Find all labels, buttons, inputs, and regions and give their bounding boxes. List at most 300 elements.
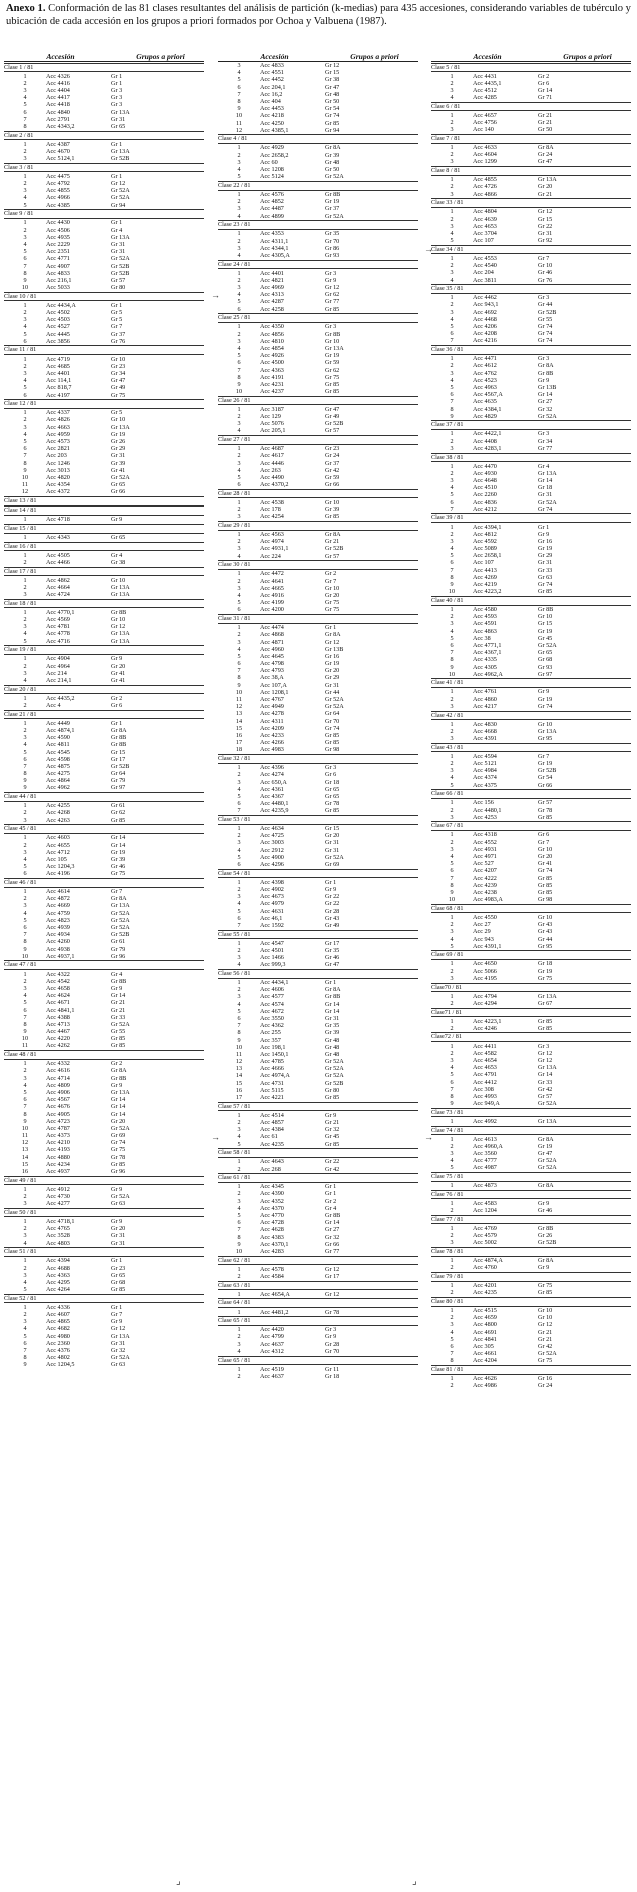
group-a-priori: Gr 8A (325, 144, 341, 152)
group-a-priori: Gr 85 (111, 816, 126, 824)
table-row (218, 452, 418, 459)
accession-id: Acc 4361 (260, 785, 284, 793)
group-a-priori: Gr 12 (111, 1325, 126, 1333)
row-number: 1 (237, 323, 241, 331)
row-number: 10 (448, 588, 456, 596)
accession-id: Acc 4283 (260, 1247, 284, 1255)
group-a-priori: Gr 19 (538, 695, 553, 703)
group-a-priori: Gr 26 (111, 438, 126, 446)
row-number: 10 (235, 1043, 243, 1051)
group-a-priori: Gr 75 (111, 1146, 126, 1154)
table-row (4, 895, 204, 902)
row-number: 2 (23, 1193, 27, 1200)
table-row (431, 362, 631, 369)
group-a-priori: Gr 75 (111, 391, 126, 399)
clase-header: Clase 34 / 81 (431, 245, 631, 255)
accession-id: Acc 4866 (473, 190, 497, 198)
group-a-priori: Gr 62 (325, 366, 340, 374)
group-a-priori: Gr 13A (111, 630, 130, 638)
row-number: 6 (450, 330, 454, 338)
accession-id: Acc 4367 (260, 792, 284, 800)
table-row (4, 559, 204, 566)
group-a-priori: Gr 52A (538, 412, 557, 420)
group-a-priori: Gr 9 (538, 1199, 550, 1207)
group-a-priori: Gr 52A (111, 924, 130, 932)
row-number: 2 (23, 616, 27, 624)
accession-id: Acc 4376 (46, 1346, 70, 1354)
clase-header: Clase 25 / 81 (218, 313, 418, 323)
group-a-priori: Gr 13A (111, 637, 130, 645)
group-a-priori: Gr 8B (538, 1224, 554, 1232)
group-a-priori: Gr 52A (325, 1058, 344, 1066)
row-number: 2 (23, 147, 27, 155)
group-a-priori: Gr 34 (111, 369, 126, 377)
group-a-priori: Gr 41 (111, 669, 126, 677)
group-a-priori: Gr 52A (325, 853, 344, 861)
accession-id: Acc 4512 (473, 86, 497, 94)
accession-id: Acc 4204 (473, 1357, 497, 1365)
group-a-priori: Gr 75 (538, 974, 553, 982)
clase-header: Clase70 / 81 (431, 983, 631, 993)
table-row (4, 1311, 204, 1318)
row-number: 1 (237, 939, 241, 947)
row-number: 5 (450, 1071, 454, 1079)
row-number: 18 (235, 746, 243, 754)
row-number: 1 (237, 445, 241, 453)
group-a-priori: Gr 95 (538, 735, 553, 742)
row-number: 4 (450, 774, 454, 782)
group-a-priori: Gr 52B (538, 1239, 557, 1247)
accession-id: Acc 4993 (473, 1092, 497, 1100)
table-row (4, 817, 204, 824)
table-row (218, 291, 418, 298)
table-row (431, 470, 631, 477)
accession-id: Acc 4200 (260, 606, 284, 614)
row-number: 6 (237, 914, 241, 922)
accession-id: Acc 4577 (260, 993, 284, 1001)
accession-id: Acc 4628 (260, 1226, 284, 1234)
clase-header: Clase 27 / 81 (218, 435, 418, 445)
group-a-priori: Gr 9 (538, 1264, 550, 1272)
row-number: 1 (237, 191, 241, 198)
table-row (431, 230, 631, 237)
table-row (4, 1186, 204, 1193)
accession-id: Acc 4311 (260, 717, 284, 725)
table-row (218, 230, 418, 237)
accession-id: Acc 5066 (473, 967, 497, 975)
accession-id: Acc 60 (260, 158, 278, 166)
header-accesion: Accesión (260, 52, 289, 61)
table-row (431, 1079, 631, 1086)
row-number: 1 (23, 534, 27, 541)
table-row (431, 262, 631, 269)
row-number: 2 (23, 1225, 27, 1233)
group-a-priori: Gr 8B (111, 977, 127, 985)
table-row (431, 87, 631, 94)
table-row (431, 1143, 631, 1150)
row-number: 1 (23, 1217, 27, 1225)
accession-id: Acc 4542 (46, 977, 70, 985)
row-number: 3 (237, 420, 241, 428)
group-a-priori: Gr 22 (325, 1158, 340, 1166)
row-number: 2 (450, 921, 454, 929)
accession-id: Acc 1208 (260, 166, 284, 174)
accession-id: Acc 4934 (46, 931, 70, 939)
clase-header: Clase 16 / 81 (4, 542, 204, 552)
clase-header: Clase 7 / 81 (431, 134, 631, 144)
row-number: 16 (235, 1086, 243, 1094)
row-number: 6 (23, 1006, 27, 1014)
group-a-priori: Gr 8A (538, 1257, 554, 1265)
row-number: 3 (23, 1232, 27, 1240)
row-number: 1 (23, 1185, 27, 1193)
table-row (218, 732, 418, 739)
table-row (4, 591, 204, 598)
row-number: 1 (450, 462, 454, 470)
clase-header: Clase 29 / 81 (218, 521, 418, 531)
accession-id: Acc 3003 (260, 839, 284, 847)
group-a-priori: Gr 52A (111, 194, 130, 202)
accession-id: Acc 4593 (473, 613, 497, 621)
row-number: 8 (23, 1110, 27, 1118)
table-row (4, 248, 204, 255)
accession-id: Acc 4584 (260, 1272, 284, 1280)
table-row (218, 166, 418, 173)
group-a-priori: Gr 57 (538, 1092, 553, 1100)
table-row (4, 842, 204, 849)
group-a-priori: Gr 2 (111, 694, 123, 702)
accession-id: Acc 4812 (473, 530, 497, 538)
row-number: 1 (23, 888, 27, 896)
accession-id: Acc 4417 (46, 94, 70, 102)
accession-id: Acc 4841 (473, 1335, 497, 1343)
accession-id: Acc 4246 (473, 1024, 497, 1032)
accession-id: Acc 4759 (46, 909, 70, 917)
table-row (4, 1154, 204, 1161)
accession-id: Acc 16,2 (260, 90, 283, 98)
group-a-priori: Gr 77 (538, 444, 553, 452)
row-number: 12 (235, 1058, 243, 1066)
row-number: 6 (450, 559, 454, 567)
row-number: 6 (23, 870, 27, 878)
row-number: 2 (450, 119, 454, 127)
accession-id: Acc 4962 (46, 784, 70, 792)
group-a-priori: Gr 8A (325, 531, 341, 539)
row-number: 5 (23, 863, 27, 871)
row-number: 2 (237, 771, 241, 779)
group-a-priori: Gr 66 (325, 1240, 340, 1248)
accession-id: Acc 4668 (473, 727, 497, 735)
accession-id: Acc 4604 (473, 151, 497, 159)
table-row (4, 1225, 204, 1232)
row-number: 6 (450, 641, 454, 649)
accession-id: Acc 4938 (46, 945, 70, 953)
row-number: 8 (23, 122, 27, 130)
group-a-priori: Gr 1 (111, 172, 123, 180)
accession-id: Acc 203 (46, 452, 67, 460)
group-a-priori: Gr 1 (325, 624, 337, 632)
row-number: 2 (450, 530, 454, 538)
accession-id: Acc 4798 (260, 660, 284, 668)
row-number: 2 (237, 1190, 241, 1198)
accession-id: Acc 2658,2 (260, 151, 289, 159)
accession-id: Acc 4906 (46, 1088, 70, 1096)
table-row (431, 774, 631, 781)
group-a-priori: Gr 7 (111, 1311, 123, 1319)
row-number: 2 (23, 558, 27, 566)
row-number: 5 (23, 1332, 27, 1340)
clase-header: Clase 42 / 81 (431, 711, 631, 721)
group-a-priori: Gr 8B (111, 734, 127, 742)
group-a-priori: Gr 52B (111, 931, 130, 939)
group-a-priori: Gr 9 (538, 530, 550, 538)
row-number: 9 (237, 380, 241, 388)
row-number: 11 (22, 481, 28, 489)
table-row (431, 728, 631, 735)
table-row (4, 609, 204, 616)
clase-header: Clase 47 / 81 (4, 960, 204, 970)
table-row (431, 545, 631, 552)
table-row (218, 915, 418, 922)
row-number: 3 (237, 954, 241, 962)
accession-id: Acc 4363 (260, 366, 284, 374)
group-a-priori: Gr 9 (325, 1333, 337, 1341)
table-row (4, 370, 204, 377)
group-a-priori: Gr 9 (325, 885, 337, 893)
row-number: 3 (237, 545, 241, 553)
clase-header: Clase 55 / 81 (218, 930, 418, 940)
row-number: 9 (450, 663, 454, 671)
row-number: 8 (23, 938, 27, 946)
accession-id: Acc 4221 (260, 1094, 284, 1101)
accession-id: Acc 4268 (46, 809, 70, 817)
row-number: 5 (237, 599, 241, 607)
clase-header: Clase 62 / 81 (218, 1256, 418, 1266)
row-number: 4 (237, 291, 241, 299)
clase-header: Clase 41 / 81 (431, 678, 631, 688)
table-row (431, 767, 631, 774)
clase-header: Clase 54 / 81 (218, 869, 418, 879)
group-a-priori: Gr 19 (538, 759, 553, 767)
table-row (4, 938, 204, 945)
group-a-priori: Gr 20 (111, 662, 126, 670)
table-row (431, 782, 631, 789)
group-a-priori: Gr 77 (325, 298, 340, 306)
accession-id: Acc 4411 (473, 1042, 497, 1050)
clase-header: Clase 31 / 81 (218, 614, 418, 624)
accession-id: Acc 4 (46, 701, 61, 709)
group-a-priori: Gr 48 (325, 158, 340, 166)
accession-id: Acc 4979 (260, 900, 284, 908)
table-row (4, 1265, 204, 1272)
row-number: 2 (237, 1372, 241, 1380)
accession-id: Acc 4714 (46, 1074, 70, 1082)
table-row (218, 1065, 418, 1072)
table-row (218, 1141, 418, 1148)
table-row (431, 94, 631, 101)
row-number: 5 (23, 248, 27, 256)
group-a-priori: Gr 97 (538, 670, 553, 678)
accession-id: Acc 4471 (473, 355, 497, 363)
accession-id: Acc 4800 (473, 1321, 497, 1329)
group-a-priori: Gr 19 (325, 198, 340, 206)
accession-id: Acc 4505 (46, 551, 70, 559)
group-a-priori: Gr 80 (325, 1086, 340, 1094)
group-a-priori: Gr 74 (538, 581, 553, 589)
table-row (4, 467, 204, 474)
accession-id: Acc 4260 (46, 938, 70, 946)
accession-id: Acc 4362 (260, 1022, 284, 1030)
table-row (4, 1286, 204, 1293)
row-number: 3 (450, 702, 454, 710)
table-row (431, 606, 631, 613)
accession-id: Acc 204,1 (260, 83, 286, 91)
row-number: 3 (23, 369, 27, 377)
group-a-priori: Gr 68 (538, 656, 553, 664)
row-number: 12 (21, 1139, 29, 1147)
group-a-priori: Gr 52A (111, 255, 130, 263)
row-number: 6 (237, 83, 241, 91)
accession-id: Acc 4312 (260, 1347, 284, 1355)
accession-id: Acc 4643 (260, 1158, 284, 1166)
table-row (4, 1132, 204, 1139)
group-a-priori: Gr 17 (325, 939, 340, 947)
accession-id: Acc 4641 (260, 577, 284, 585)
table-row (4, 1118, 204, 1125)
accession-id: Acc 4343 (46, 534, 70, 541)
table-row (4, 87, 204, 94)
accession-id: Acc 4233 (260, 731, 284, 739)
row-number: 3 (450, 974, 454, 982)
row-number: 2 (450, 301, 454, 309)
row-number: 1 (23, 516, 27, 524)
table-row (431, 531, 631, 538)
accession-id: Acc 1466 (260, 954, 284, 962)
row-number: 3 (23, 669, 27, 677)
table-row (431, 355, 631, 362)
group-a-priori: Gr 12 (325, 1290, 340, 1298)
table-row (431, 1043, 631, 1050)
table-row (218, 993, 418, 1000)
row-number: 2 (23, 726, 27, 734)
group-a-priori: Gr 8B (325, 1212, 341, 1220)
group-a-priori: Gr 85 (538, 874, 553, 882)
accession-id: Acc 4718,1 (46, 1217, 75, 1225)
row-number: 2 (450, 838, 454, 846)
accession-id: Acc 4616 (46, 1067, 70, 1075)
row-number: 3 (23, 623, 27, 631)
row-number: 1 (23, 1303, 27, 1311)
table-row (218, 1309, 418, 1316)
clase-header: Clase 80 / 81 (431, 1297, 631, 1307)
group-a-priori: Gr 8A (538, 362, 554, 370)
group-a-priori: Gr 52B (111, 762, 130, 770)
accession-id: Acc 4916 (260, 592, 284, 599)
clase-header: Clase 78 / 81 (431, 1247, 631, 1257)
group-a-priori: Gr 46 (538, 1207, 553, 1215)
accession-id: Acc 4258 (260, 305, 284, 313)
group-a-priori: Gr 46 (111, 863, 126, 871)
accession-id: Acc 4860 (473, 695, 497, 703)
table-row (431, 255, 631, 262)
accession-id: Acc 4862 (46, 576, 70, 584)
row-number: 4 (23, 992, 27, 1000)
table-row (218, 710, 418, 717)
row-number: 1 (450, 831, 454, 839)
group-a-priori: Gr 8A (325, 631, 341, 639)
table-row (4, 173, 204, 180)
table-row (218, 1219, 418, 1226)
row-number: 10 (21, 473, 29, 481)
group-a-priori: Gr 52B (325, 420, 344, 428)
accession-id: Acc 129 (260, 413, 281, 421)
table-row (218, 284, 418, 291)
row-number: 8 (237, 373, 241, 381)
accession-id: Acc 4540 (473, 262, 497, 270)
group-a-priori: Gr 20 (538, 853, 553, 861)
accession-id: Acc 4949 (260, 703, 284, 711)
group-a-priori: Gr 39 (111, 459, 126, 467)
accession-id: Acc 4262 (46, 1042, 70, 1050)
table-column-2 (218, 52, 418, 1380)
group-a-priori: Gr 22 (538, 222, 553, 230)
accession-id: Acc 4787 (46, 1124, 70, 1132)
table-row (218, 1241, 418, 1248)
row-number: 6 (23, 255, 27, 263)
table-row (218, 270, 418, 277)
table-row (4, 148, 204, 155)
table-row (4, 1325, 204, 1332)
table-row (431, 735, 631, 742)
accession-id: Acc 4663 (46, 423, 70, 431)
group-a-priori: Gr 33 (538, 566, 553, 574)
accession-id: Acc 4653 (473, 1064, 497, 1072)
row-number: 5 (450, 860, 454, 868)
table-row (431, 688, 631, 695)
group-a-priori: Gr 1 (325, 979, 337, 986)
table-row (4, 971, 204, 978)
clase-header: Clase 8 / 81 (431, 166, 631, 176)
table-row (431, 921, 631, 928)
group-a-priori: Gr 52A (111, 1354, 130, 1362)
accession-id: Acc 3811 (473, 276, 497, 284)
row-number: 5 (237, 298, 241, 306)
accession-id: Acc 4253 (473, 813, 497, 821)
accession-id: Acc 4373 (46, 1132, 70, 1140)
accession-id: Acc 4865 (46, 1318, 70, 1326)
table-row (431, 567, 631, 574)
table-row (4, 630, 204, 637)
accession-id: Acc 4765 (46, 1225, 70, 1233)
group-a-priori: Gr 68 (111, 1278, 126, 1286)
clase-header: Clase 33 / 81 (431, 198, 631, 208)
table-row (431, 1164, 631, 1171)
table-row (431, 499, 631, 506)
accession-id: Acc 5124 (260, 173, 284, 181)
table-row (218, 1058, 418, 1065)
table-row (4, 623, 204, 630)
accession-id: Acc 4285 (473, 94, 497, 102)
row-number: 3 (237, 993, 241, 1001)
row-number: 2 (450, 1207, 454, 1215)
table-row (4, 481, 204, 488)
table-row (4, 784, 204, 791)
row-number: 2 (450, 1314, 454, 1322)
row-number: 11 (236, 119, 242, 127)
accession-id: Acc 4823 (46, 916, 70, 924)
row-number: 11 (22, 1132, 28, 1140)
clase-header: Clase 57 / 81 (218, 1102, 418, 1112)
